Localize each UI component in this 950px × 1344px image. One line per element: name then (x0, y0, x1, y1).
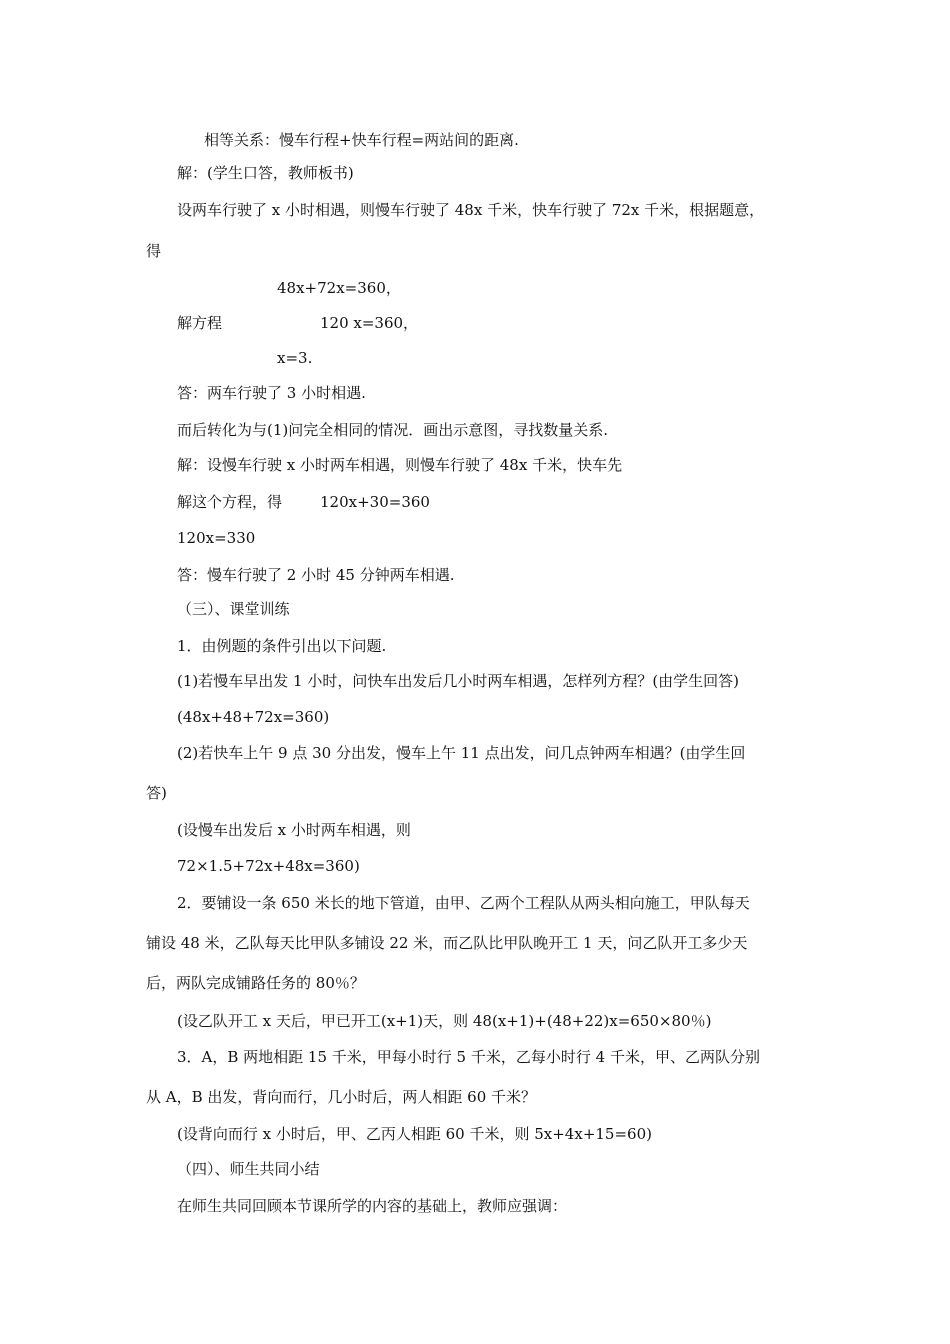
section-heading-4: （四）、师生共同小结 (177, 1160, 320, 1178)
exercise-1-q1-answer: (48x+48+72x=360) (177, 708, 330, 726)
exercise-1-q2-cont: 答) (146, 784, 167, 802)
equation-1: 48x+72x=360， (277, 279, 401, 297)
section-heading-3: （三）、课堂训练 (177, 600, 290, 618)
exercise-1: 1．由例题的条件引出以下问题. (177, 637, 387, 655)
solution-heading: 解：(学生口答，教师板书) (177, 164, 354, 182)
exercise-1-q2-answer: 72×1.5+72x+48x=360) (177, 857, 360, 875)
answer-1: 答：两车行驶了 3 小时相遇. (177, 384, 366, 402)
exercise-2-cont-2: 后，两队完成铺路任务的 80％？ (146, 974, 365, 992)
exercise-2-cont-1: 铺设 48 米，乙队每天比甲队多铺设 22 米，而乙队比甲队晚开工 1 天，问乙队开工多少天 (146, 934, 748, 952)
exercise-2: 2．要铺设一条 650 米长的地下管道，由甲、乙两个工程队从两头相向施工，甲队每天 (177, 894, 750, 912)
equation-2: 120 x=360， (320, 314, 419, 332)
equation-3: x=3. (277, 349, 313, 367)
solve-label: 解方程 (177, 314, 223, 332)
setup-line: 设两车行驶了 x 小时相遇，则慢车行驶了 48x 千米，快车行驶了 72x 千米，根据题意， (177, 201, 765, 219)
exercise-1-q2: (2)若快车上午 9 点 30 分出发，慢车上午 11 点出发，问几点钟两车相遇？(由学生回 (177, 744, 746, 762)
transition-line: 而后转化为与(1)问完全相同的情况．画出示意图，寻找数量关系. (177, 421, 609, 439)
equation-5: 120x=330 (177, 529, 256, 547)
equation-4: 120x+30=360 (320, 493, 430, 511)
exercise-1-q1: (1)若慢车早出发 1 小时，问快车出发后几小时两车相遇，怎样列方程？(由学生回答) (177, 672, 740, 690)
exercise-3: 3．A，B 两地相距 15 千米，甲每小时行 5 千米，乙每小时行 4 千米，甲、乙两队分别 (177, 1048, 760, 1066)
exercise-1-q2-setup: (设慢车出发后 x 小时两车相遇，则 (177, 821, 411, 839)
answer-2: 答：慢车行驶了 2 小时 45 分钟两车相遇. (177, 566, 455, 584)
exercise-3-cont: 从 A，B 出发，背向而行，几小时后，两人相距 60 千米？ (146, 1088, 537, 1106)
solve-this-label: 解这个方程，得 (177, 493, 283, 511)
summary-line: 在师生共同回顾本节课所学的内容的基础上，教师应强调： (177, 1197, 568, 1215)
solution-2: 解：设慢车行驶 x 小时两车相遇，则慢车行驶了 48x 千米，快车先 (177, 456, 623, 474)
exercise-3-answer: (设背向而行 x 小时后，甲、乙丙人相距 60 千米，则 5x+4x+15=60) (177, 1125, 652, 1143)
setup-line-cont: 得 (146, 242, 162, 260)
equality-relation: 相等关系：慢车行程+快车行程=两站间的距离. (204, 131, 519, 149)
exercise-2-answer: (设乙队开工 x 天后，甲已开工(x+1)天，则 48(x+1)+(48+22)x=650×80％) (177, 1012, 712, 1030)
